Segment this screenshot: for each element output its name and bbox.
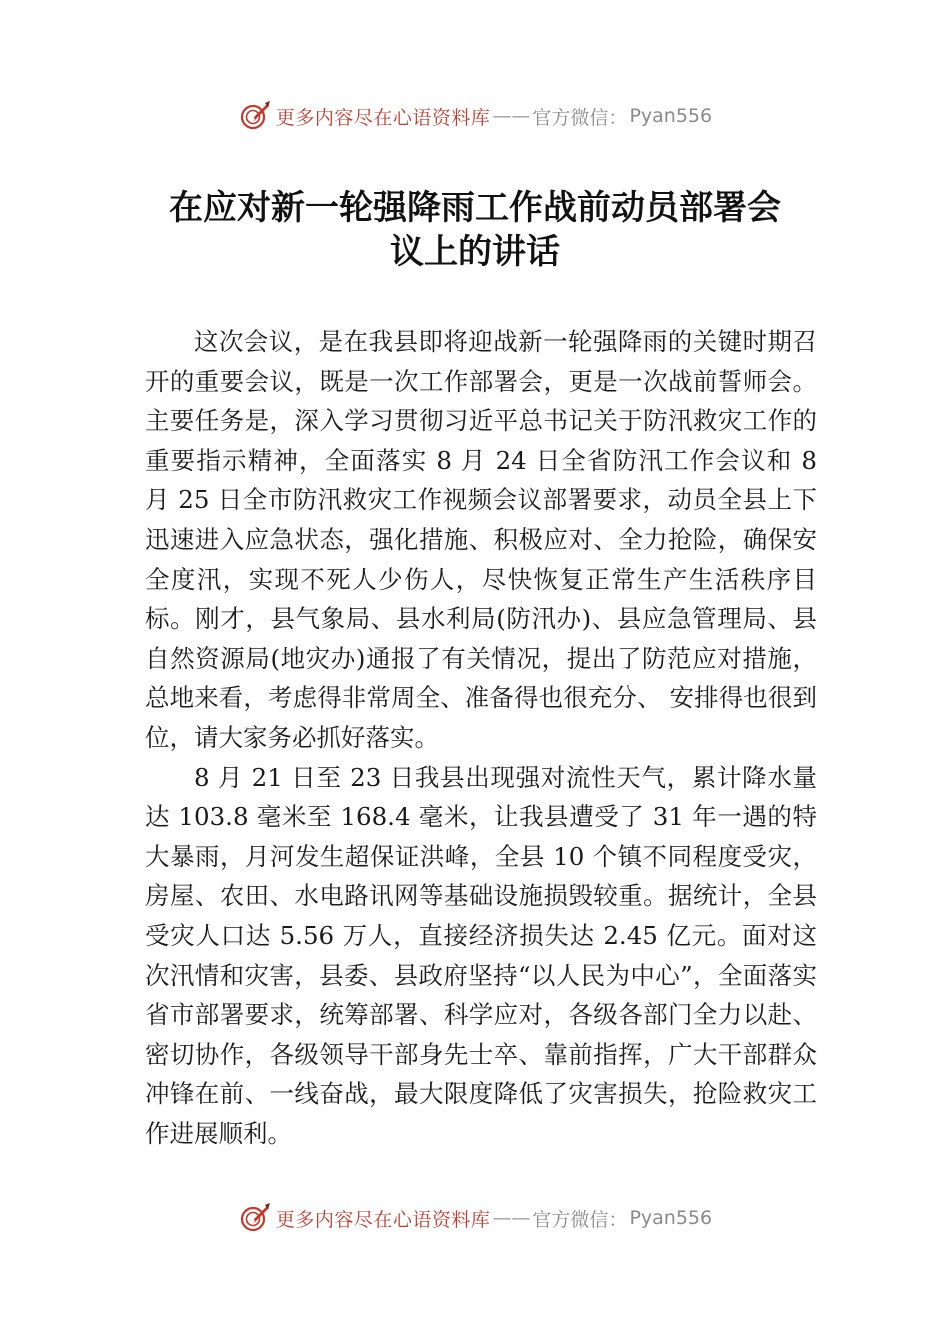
banner-wechat-id: Pyan556 <box>629 1207 713 1229</box>
body-paragraph-2: 8 月 21 日至 23 日我县出现强对流性天气，累计降水量达 103.8 毫米至 168.4 毫米，让我县遭受了 31 年一遇的特大暴雨，月河发生超保证洪峰，全县 10 个镇不同程度受灾，房屋、农田、水电路讯网等基础设施损毁较重。据统计，全县 受灾人口达 5.56 万人，直接经济损失达 2.45 亿元。面对这次汛情和灾害，县委、县政府坚持“以人民为中心”，全面落实省市部署要求，统筹部署、科学应对，各级各部门全力以赴、密切协作，各级领导干部身先士卒、靠前指挥，广大干部群众冲锋在前、一线奋战，最大限度降低了灾害损失，抢险救灾工作进展顺利。 <box>145 762 817 1148</box>
document-title <box>140 186 810 274</box>
pen-nib-logo-icon <box>238 99 272 133</box>
body-paragraph-1: 这次会议，是在我县即将迎战新一轮强降雨的关键时期召开的重要会议，既是一次工作部署会，更是一次战前誓师会。主要任务是，深入学习贯彻习近平总书记关于防汛救灾工作的重要指示精神，全面落实 8 月 24 日全省防汛工作会议和 8 月 25 日全市防汛救灾工作视频会议部署要求，动员全县上下迅速进入应急状态，强化措施、积极应对、全力抢险，确保安全度汛，实现不死人少伤人，尽快恢复正常生产生活秩序目标。刚才，县气象局、县水利局(防汛办)、县应急管理局、县自然资源局(地灾办)通报了有关情况，提出了防范应对措施，总地来看，考虑得非常周全、准备得也很充分、 安排得也很到位，请大家务必抓好落实。 <box>145 327 817 752</box>
document-body <box>145 322 817 1153</box>
banner-wechat-label: 官方微信： <box>532 106 628 129</box>
title-line-1: 在应对新一轮强降雨工作战前动员部署会 <box>169 188 781 228</box>
banner-main-text: 更多内容尽在心语资料库 <box>275 106 491 129</box>
header-banner <box>0 96 950 136</box>
banner-separator: —— <box>492 105 531 127</box>
banner-main-text: 更多内容尽在心语资料库 <box>275 1208 491 1231</box>
banner-wechat-label: 官方微信： <box>532 1208 628 1231</box>
title-line-2: 议上的讲话 <box>390 232 560 272</box>
footer-banner <box>0 1198 950 1238</box>
pen-nib-logo-icon <box>238 1201 272 1235</box>
banner-wechat-id: Pyan556 <box>629 105 713 127</box>
banner-separator: —— <box>492 1207 531 1229</box>
